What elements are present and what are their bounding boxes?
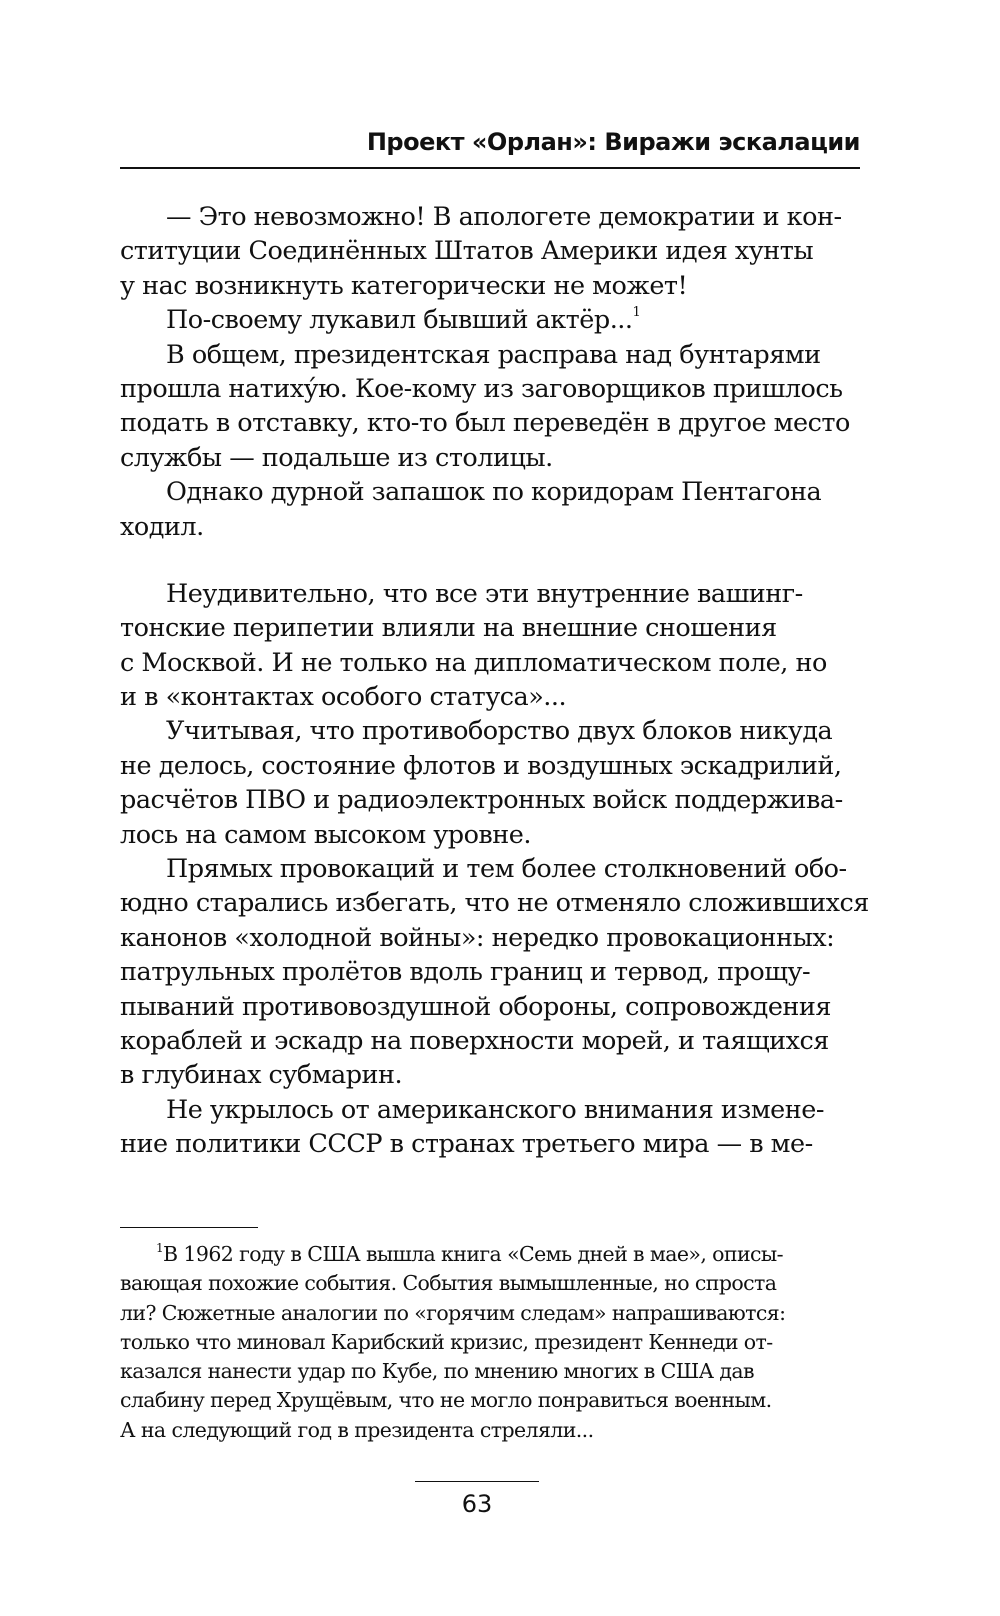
- text-line: ституции Соединённых Штатов Америки идея хунты: [120, 236, 814, 267]
- text-line: тонские перипетии влияли на внешние сношения: [120, 613, 777, 644]
- text-line: ходил.: [120, 511, 204, 542]
- text-line: не делось, состояние флотов и воздушных эскадрилий,: [120, 750, 842, 781]
- text-line: канонов «холодной войны»: нередко провокационных:: [120, 922, 835, 953]
- text-line: юдно старались избегать, что не отменяло сложившихся: [120, 888, 869, 919]
- footnote-line: А на следующий год в президента стреляли...: [120, 1417, 594, 1442]
- text-line: в глубинах субмарин.: [120, 1060, 403, 1091]
- text-line: службы — подальше из столицы.: [120, 442, 553, 473]
- text-line: у нас возникнуть категорически не может!: [120, 270, 688, 301]
- page-number: 63: [461, 1490, 493, 1518]
- text-line: и в «контактах особого статуса»...: [120, 682, 567, 713]
- footnote-line: только что миновал Карибский кризис, президент Кеннеди от-: [120, 1329, 773, 1354]
- text-line: По-своему лукавил бывший актёр...: [166, 305, 633, 336]
- footnote-text: В 1962 году в США вышла книга «Семь дней в мае», описы-: [163, 1242, 783, 1266]
- text-line: лось на самом высоком уровне.: [120, 819, 531, 850]
- text-line: расчётов ПВО и радиоэлектронных войск поддержива-: [120, 785, 843, 816]
- text-line-with-footnote: [120, 303, 860, 337]
- text-line: Не укрылось от американского внимания измене-: [166, 1094, 824, 1125]
- page-number-rule: [415, 1481, 539, 1482]
- header-rule: [120, 167, 860, 169]
- text-line: патрульных пролётов вдоль границ и тервод, прощу-: [120, 957, 811, 988]
- text-line: с Москвой. И не только на дипломатическом поле, но: [120, 647, 827, 678]
- body-text: [120, 200, 869, 1162]
- footnote-line: слабину перед Хрущёвым, что не могло понравиться военным.: [120, 1388, 772, 1413]
- text-line: подать в отставку, кто-то был переведён в другое место: [120, 408, 850, 439]
- text-line: Прямых провокаций и тем более столкновений обо-: [166, 854, 847, 885]
- text-line: пываний противовоздушной обороны, сопровождения: [120, 991, 831, 1022]
- section-break: [120, 544, 860, 577]
- text-line: Учитывая, что противоборство двух блоков никуда: [166, 716, 833, 747]
- footnote-line: вающая похожие события. События вымышленные, но спроста: [120, 1271, 777, 1296]
- text-line: Однако дурной запашок по коридорам Пентагона: [166, 477, 822, 508]
- footnote-line: ли? Сюжетные аналогии по «горячим следам» напрашиваются:: [120, 1300, 786, 1325]
- footnote-rule: [120, 1227, 258, 1228]
- footnote-marker: 1: [156, 1241, 164, 1255]
- text-line: В общем, президентская расправа над бунтарями: [166, 339, 821, 370]
- footnote-line: казался нанести удар по Кубе, по мнению многих в США дав: [120, 1359, 754, 1384]
- footnote: [120, 1240, 860, 1445]
- footnote-line: [120, 1240, 860, 1269]
- footnote-reference: 1: [632, 305, 641, 321]
- text-line: Неудивительно, что все эти внутренние вашинг-: [166, 578, 803, 609]
- text-line: прошла натиху́ю. Кое-кому из заговорщиков пришлось: [120, 373, 843, 404]
- text-line: кораблей и эскадр на поверхности морей, и таящихся: [120, 1025, 829, 1056]
- text-line: ние политики СССР в странах третьего мира — в ме-: [120, 1129, 813, 1160]
- running-head: Проект «Орлан»: Виражи эскалации: [366, 128, 860, 156]
- text-line: — Это невозможно! В апологете демократии и кон-: [166, 202, 842, 232]
